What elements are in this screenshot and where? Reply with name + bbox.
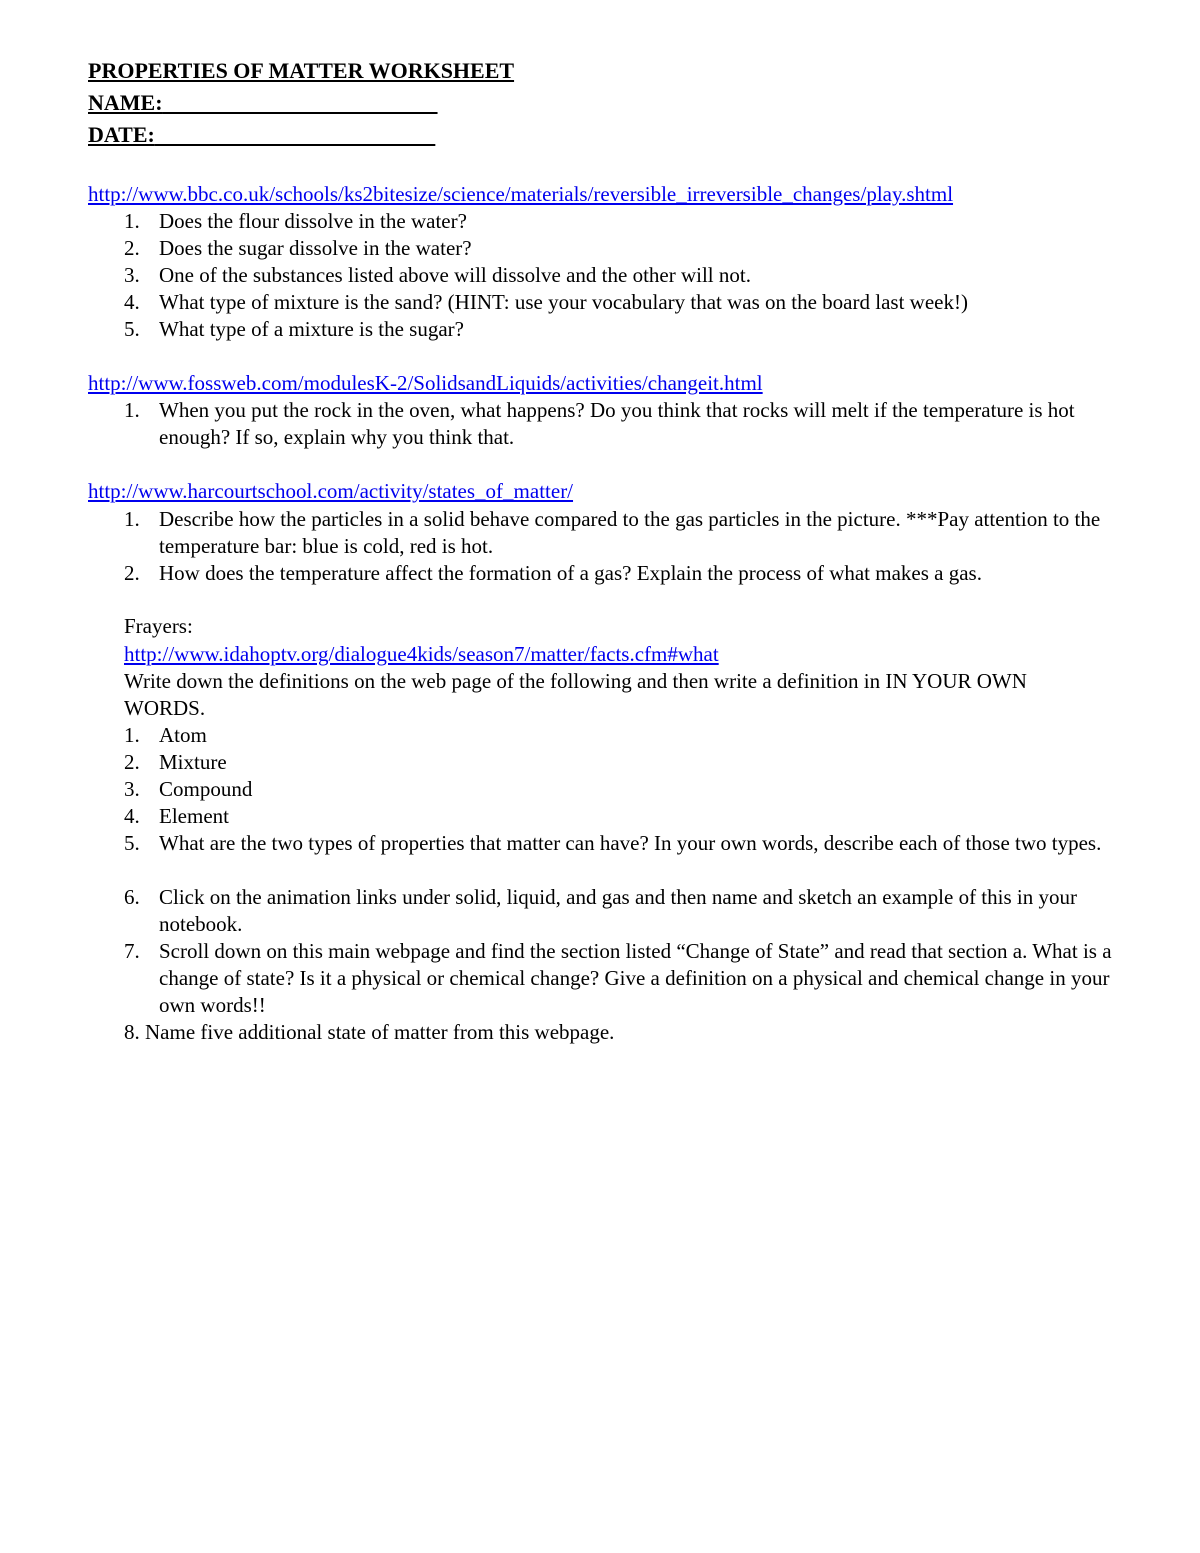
list-item: 7. Scroll down on this main webpage and find the section listed “Change of State” and read that section a. What is a change of state? Is it a physical or chemical change? Give a definition on a physical and chemical change in your own words!! (124, 939, 1112, 1017)
date-label: DATE: (88, 122, 155, 147)
list-item: 3. One of the substances listed above will dissolve and the other will not. (124, 263, 751, 287)
list-item: 3. Compound (124, 777, 253, 801)
list-item: 4. Element (124, 804, 229, 828)
fossweb-link[interactable]: http://www.fossweb.com/modulesK-2/SolidsandLiquids/activities/changeit.html (88, 371, 763, 395)
list-item: 2. How does the temperature affect the formation of a gas? Explain the process of what makes a gas. (124, 561, 982, 585)
list-item: 5. What are the two types of properties that matter can have? In your own words, describe each of those two types. (124, 831, 1102, 855)
bbc-link[interactable]: http://www.bbc.co.uk/schools/ks2bitesize/science/materials/reversible_irreversible_changes/play.shtml (88, 182, 954, 206)
frayers-instructions: Write down the definitions on the web page of the following and then write a definition in IN YOUR OWN WORDS. (124, 669, 1027, 720)
idahoptv-link[interactable]: http://www.idahoptv.org/dialogue4kids/season7/matter/facts.cfm#what (124, 642, 719, 666)
name-label: NAME: (88, 90, 163, 115)
last-item: 8. Name five additional state of matter from this webpage. (124, 1020, 615, 1044)
list-item: 4. What type of mixture is the sand? (HINT: use your vocabulary that was on the board last week!) (124, 290, 968, 314)
list-item: 1. When you put the rock in the oven, what happens? Do you think that rocks will melt if the temperature is hot enough? If so, explain why you think that. (124, 398, 1075, 449)
list-item: 1. Does the flour dissolve in the water? (124, 209, 467, 233)
list-item: 2. Does the sugar dissolve in the water? (124, 236, 472, 260)
list-item: 6. Click on the animation links under solid, liquid, and gas and then name and sketch an example of this in your notebook. (124, 885, 1077, 936)
frayers-label: Frayers: (124, 614, 193, 638)
list-item: 1. Atom (124, 723, 207, 747)
list-item: 5. What type of a mixture is the sugar? (124, 317, 464, 341)
date-field (88, 124, 435, 146)
name-field (88, 92, 438, 114)
harcourt-link[interactable]: http://www.harcourtschool.com/activity/states_of_matter/ (88, 479, 574, 503)
worksheet-title: PROPERTIES OF MATTER WORKSHEET (88, 58, 515, 83)
list-item: 2. Mixture (124, 750, 227, 774)
list-item: 1. Describe how the particles in a solid behave compared to the gas particles in the picture. ***Pay attention to the temperature bar: blue is cold, red is hot. (124, 507, 1101, 558)
